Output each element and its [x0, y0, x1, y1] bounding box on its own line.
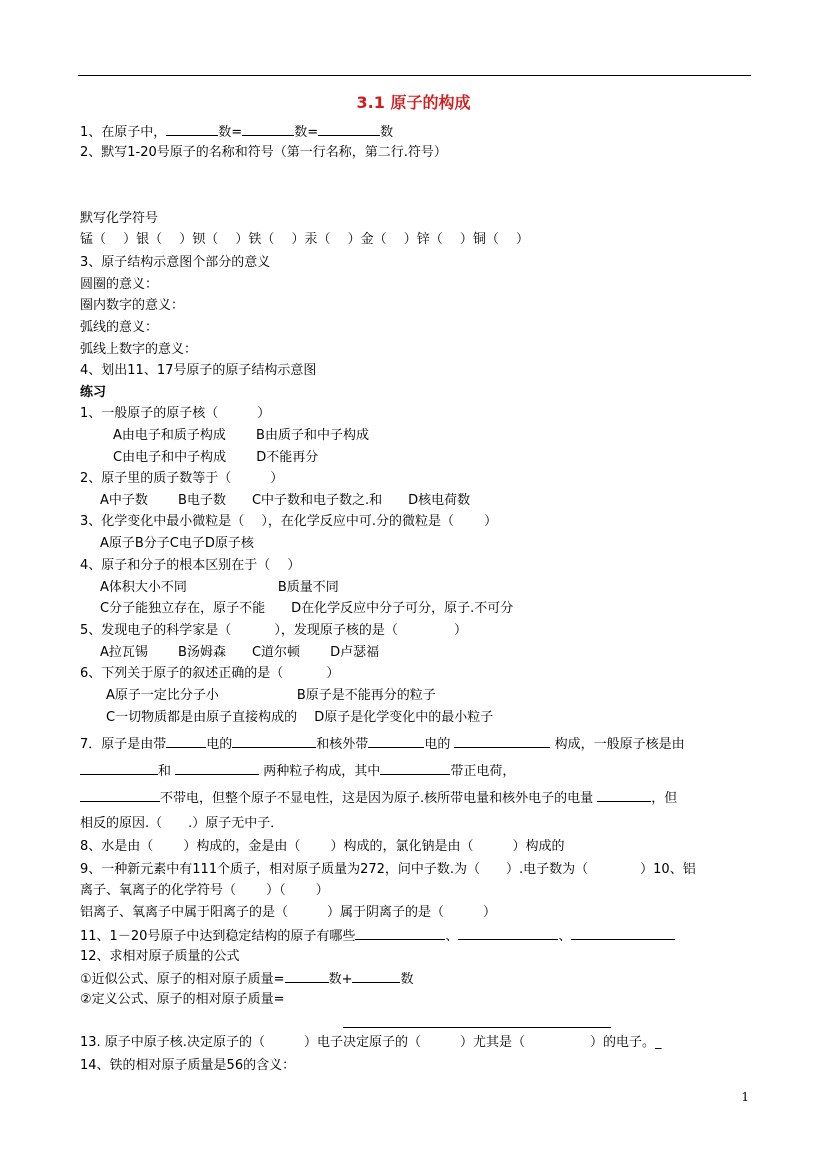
blank[interactable]: [368, 735, 424, 748]
blank[interactable]: [166, 123, 218, 136]
practice-5-options: A拉瓦锡 B汤姆森 C道尔顿 D卢瑟福: [100, 645, 380, 660]
practice-4-options: A体积大小不同 B质量不同: [100, 580, 339, 595]
blank[interactable]: [318, 123, 380, 136]
practice-2: 2、原子里的质子数等于（ ）: [80, 471, 284, 486]
practice-6: 6、下列关于原子的叙述正确的是（ ）: [80, 666, 340, 681]
practice-12-b: ②定义公式、原子的相对原子质量=: [80, 992, 285, 1007]
practice-12: 12、求相对原子质量的公式: [80, 949, 240, 964]
question-3: 3、原子结构示意图个部分的意义: [80, 255, 271, 270]
blank[interactable]: [380, 762, 450, 775]
practice-12-a: ①近似公式、原子的相对原子质量= 数+ 数: [80, 972, 414, 987]
page-title: 3.1 原子的构成: [356, 93, 471, 112]
question-3-item: 弧线的意义：: [80, 320, 159, 335]
blank[interactable]: [80, 762, 158, 775]
question-3-item: 圆圈的意义：: [80, 277, 159, 292]
blank[interactable]: [571, 927, 675, 940]
practice-8: 8、水是由（ ）构成的，金是由（ ）构成的，氯化钠是由（ ）构成的: [80, 839, 565, 854]
practice-2-options: A中子数 B电子数 C中子数和电子数之.和 D核电荷数: [100, 493, 471, 508]
blank[interactable]: [80, 789, 160, 802]
practice-11: 11、1－20号原子中达到稳定结构的原子有哪些 、 、: [80, 927, 675, 945]
symbols-line: 锰（ ）银（ ）钡（ ）铁（ ）汞（ ）金（ ）锌（ ）铜（ ）: [80, 232, 530, 247]
header-rule: [78, 75, 751, 76]
practice-13: 13. 原子中原子核.决定原子的（ ）电子决定原子的（ ）尤其是（ ）的电子。_: [80, 1035, 662, 1050]
blank[interactable]: [454, 735, 550, 748]
question-2: 2、默写1-20号原子的名称和符号（第一行名称，第二行.符号）: [80, 145, 447, 160]
formula-blank[interactable]: [343, 1027, 611, 1028]
question-1: 1、在原子中， 数= 数= 数: [80, 125, 394, 140]
practice-4-options: C分子能独立存在，原子不能 D在化学反应中分子可分，原子.不可分: [100, 601, 514, 616]
practice-1-options: A由电子和质子构成 B由质子和中子构成: [113, 428, 369, 443]
practice-5: 5、发现电子的科学家是（ ），发现原子核的是（ ）: [80, 623, 468, 638]
practice-10-b: 铝离子、氧离子中属于阳离子的是（ ）属于阴离子的是（ ）: [80, 905, 497, 920]
practice-6-options: C一切物质都是由原子直接构成的 D原子是化学变化中的最小粒子: [106, 710, 494, 725]
question-4: 4、划出11、17号原子的原子结构示意图: [80, 363, 317, 378]
blank[interactable]: [285, 970, 329, 983]
practice-9: 9、一种新元素中有111个质子，相对原子质量为272，问中子数.为（ ）.电子数为（ ）10、铝: [80, 862, 696, 877]
practice-7-line-2: 和 两种粒子构成，其中 带正电荷，: [80, 762, 515, 780]
practice-14: 14、铁的相对原子质量是56的含义：: [80, 1058, 296, 1073]
blank[interactable]: [166, 735, 206, 748]
practice-3-options: A原子B分子C电子D原子核: [100, 536, 254, 551]
practice-3: 3、化学变化中最小微粒是（ ），在化学反应中可.分的微粒是（ ）: [80, 514, 498, 529]
practice-7-line-4: 相反的原因.（ .）原子无中子．: [80, 816, 284, 831]
question-3-item: 圈内数字的意义：: [80, 298, 185, 313]
practice-4: 4、原子和分子的根本区别在于（ ）: [80, 558, 301, 573]
blank[interactable]: [242, 123, 294, 136]
practice-7-line-1: 7．原子是由带 电的 和核外带 电的 构成，一般原子核是由: [80, 737, 685, 752]
practice-10: 离子、氧离子的化学符号（ ）（ ）: [80, 883, 329, 898]
practice-1-options: C由电子和中子构成 D不能再分: [113, 450, 319, 465]
blank[interactable]: [175, 762, 259, 775]
blank[interactable]: [355, 927, 445, 940]
practice-1: 1、一般原子的原子核（ ）: [80, 406, 271, 421]
blank[interactable]: [232, 735, 316, 748]
blank[interactable]: [597, 789, 651, 802]
blank[interactable]: [458, 927, 558, 940]
practice-heading: 练习: [80, 385, 107, 400]
blank[interactable]: [352, 970, 400, 983]
practice-7-line-3: 不带电，但整个原子不显电性，这是因为原子.核所带电量和核外电子的电量 ，但: [80, 789, 677, 807]
question-3-item: 弧线上数字的意义：: [80, 342, 198, 357]
page-number: 1: [741, 1090, 749, 1104]
practice-6-options: A原子一定比分子小 B原子是不能再分的粒子: [106, 688, 436, 703]
symbols-header: 默写化学符号: [80, 211, 159, 226]
